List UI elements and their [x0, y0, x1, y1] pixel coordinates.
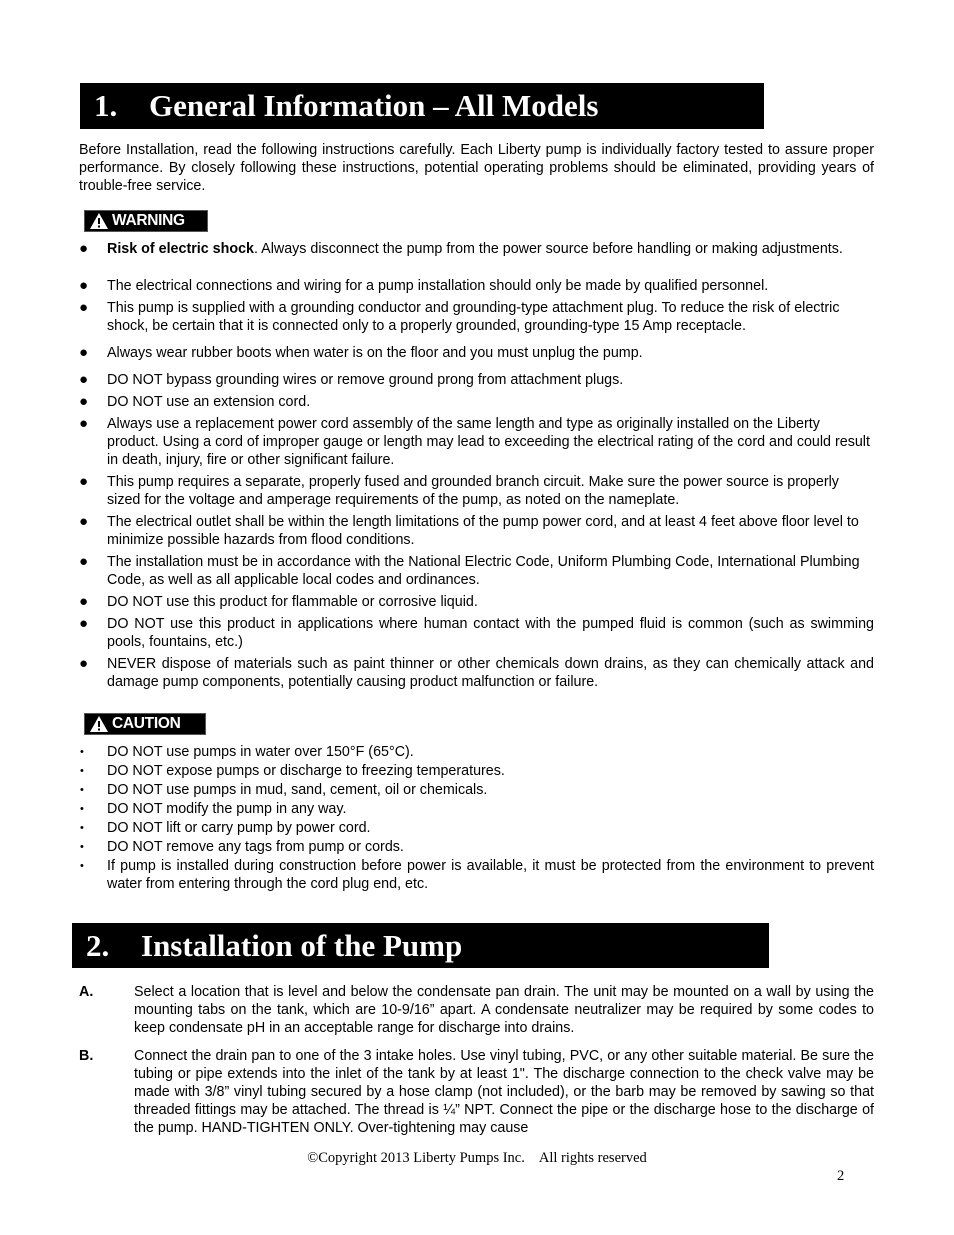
warning-triangle-icon: [89, 212, 109, 230]
warning-item-text: This pump requires a separate, properly fused and grounded branch circuit. Make sure the power source is properly sized for the voltage and amperage requirements of the pump, as noted on the nameplate.: [107, 474, 839, 508]
warning-item-text: DO NOT bypass grounding wires or remove ground prong from attachment plugs.: [107, 372, 624, 388]
bullet-icon: ●: [79, 344, 89, 361]
bullet-icon: •: [80, 746, 84, 758]
caution-item-text: If pump is installed during construction before power is available, it must be protected from the environment to prevent water from entering through the cord plug end, etc.: [107, 858, 874, 892]
list-item: [79, 415, 874, 469]
caution-item-text: DO NOT modify the pump in any way.: [107, 801, 347, 817]
caution-item-text: DO NOT remove any tags from pump or cords.: [107, 839, 404, 855]
bullet-icon: ●: [79, 553, 89, 570]
bullet-icon: •: [80, 803, 84, 815]
warning-item-text: The electrical outlet shall be within the length limitations of the pump power cord, and at least 4 feet above floor level to minimize possible hazards from flood conditions.: [107, 514, 859, 548]
bullet-icon: •: [80, 765, 84, 777]
list-item: [79, 240, 874, 258]
bullet-icon: ●: [79, 473, 89, 490]
step-label: A.: [79, 984, 94, 1000]
list-item: [79, 371, 874, 389]
bullet-icon: •: [80, 784, 84, 796]
list-item: [79, 553, 874, 589]
list-item: [79, 762, 874, 781]
section-2-number: 2.: [86, 927, 110, 963]
section-1-title: General Information – All Models: [149, 88, 599, 123]
list-item: [79, 857, 874, 893]
warning-item-text: DO NOT use this product in applications where human contact with the pumped fluid is common (such as swimming pools, fountains, etc.): [107, 616, 874, 650]
list-item: [79, 473, 874, 509]
step-item: [79, 1047, 874, 1137]
list-item: [79, 277, 874, 295]
warning-badge: [84, 210, 208, 232]
step-label: B.: [79, 1048, 94, 1064]
warning-item-text: The electrical connections and wiring for a pump installation should only be made by qualified personnel.: [107, 278, 769, 294]
step-text: Select a location that is level and below the condensate pan drain. The unit may be mounted on a wall by using the mounting tabs on the tank, which are 10-9/16” apart. A condensate neutralizer may be required by some codes to keep condensate pH in an acceptable range for discharge into drains.: [134, 984, 874, 1036]
list-item: [79, 615, 874, 651]
bullet-icon: •: [80, 860, 84, 872]
step-item: [79, 983, 874, 1037]
warning-item-text: NEVER dispose of materials such as paint thinner or other chemicals down drains, as they can chemically attack and damage pump components, potentially causing product malfunction or failure.: [107, 656, 874, 690]
bullet-icon: •: [80, 841, 84, 853]
intro-paragraph: Before Installation, read the following instructions carefully. Each Liberty pump is individually factory tested to assure proper performance. By closely following these instructions, potential operating problems should be eliminated, providing years of trouble-free service.: [79, 142, 874, 194]
section-2-header: [72, 923, 769, 968]
list-item: [79, 655, 874, 691]
list-item: [79, 593, 874, 611]
list-item: [79, 800, 874, 819]
list-item: [79, 393, 874, 411]
bullet-icon: ●: [79, 513, 89, 530]
section-1-number: 1.: [94, 88, 118, 123]
step-text: Connect the drain pan to one of the 3 intake holes. Use vinyl tubing, PVC, or any other suitable material. Be sure the tubing or pipe extends into the inlet of the tank by at least 1". The discharge connection to the check valve may be made with 3/8” vinyl tubing secured by a hose clamp (not included), or the barb may be removed by sawing so that threaded fittings may be attached. The thread is ¼” NPT. Connect the pipe or the discharge hose to the discharge of the pump. HAND-TIGHTEN ONLY. Over-tightening may cause: [134, 1048, 874, 1136]
bullet-icon: •: [80, 822, 84, 834]
list-item: [79, 743, 874, 762]
bullet-icon: ●: [79, 615, 89, 632]
bullet-icon: ●: [79, 371, 89, 388]
caution-item-text: DO NOT use pumps in water over 150°F (65°C).: [107, 744, 414, 760]
warning-item-text: Always wear rubber boots when water is on the floor and you must unplug the pump.: [107, 345, 643, 361]
warning-triangle-icon: [89, 715, 109, 733]
caution-item-text: DO NOT use pumps in mud, sand, cement, oil or chemicals.: [107, 782, 488, 798]
page-footer: [0, 1150, 954, 1167]
warning-label: WARNING: [112, 212, 185, 229]
bullet-icon: ●: [79, 655, 89, 672]
section-2-title: Installation of the Pump: [141, 927, 463, 963]
bullet-icon: ●: [79, 593, 89, 610]
bullet-icon: ●: [79, 240, 89, 257]
warning-item-text: DO NOT use this product for flammable or corrosive liquid.: [107, 594, 478, 610]
list-item: [79, 299, 874, 335]
list-item: [79, 819, 874, 838]
caution-badge: [84, 713, 206, 735]
warning-item-text: The installation must be in accordance with the National Electric Code, Uniform Plumbing Code, International Plumbing Code, as well as all applicable local codes and ordinances.: [107, 554, 860, 588]
warning-item-text: DO NOT use an extension cord.: [107, 394, 311, 410]
list-item: [79, 513, 874, 549]
copyright-text: ©Copyright 2013 Liberty Pumps Inc.: [307, 1150, 525, 1166]
section-1-header: [80, 83, 764, 129]
bullet-icon: ●: [79, 277, 89, 294]
shock-bold: Risk of electric shock: [107, 241, 255, 257]
bullet-icon: ●: [79, 415, 89, 432]
warning-item-text: Always use a replacement power cord assembly of the same length and type as originally installed on the Liberty product. Using a cord of improper gauge or length may lead to exceeding the electrical rating of the cord and could result in death, injury, fire or other significant failure.: [107, 416, 870, 468]
caution-item-text: DO NOT expose pumps or discharge to freezing temperatures.: [107, 763, 505, 779]
caution-item-text: DO NOT lift or carry pump by power cord.: [107, 820, 371, 836]
shock-rest: . Always disconnect the pump from the power source before handling or making adjustments.: [254, 241, 843, 257]
page-number: 2: [837, 1168, 845, 1184]
list-item: [79, 838, 874, 857]
rights-text: All rights reserved: [538, 1150, 647, 1166]
caution-label: CAUTION: [112, 715, 181, 732]
warning-item-text: This pump is supplied with a grounding conductor and grounding-type attachment plug. To reduce the risk of electric shock, be certain that it is connected only to a properly grounded, grounding-type 15 Amp receptacle.: [107, 300, 840, 334]
list-item: [79, 781, 874, 800]
bullet-icon: ●: [79, 393, 89, 410]
bullet-icon: ●: [79, 299, 89, 316]
list-item: [79, 344, 874, 362]
